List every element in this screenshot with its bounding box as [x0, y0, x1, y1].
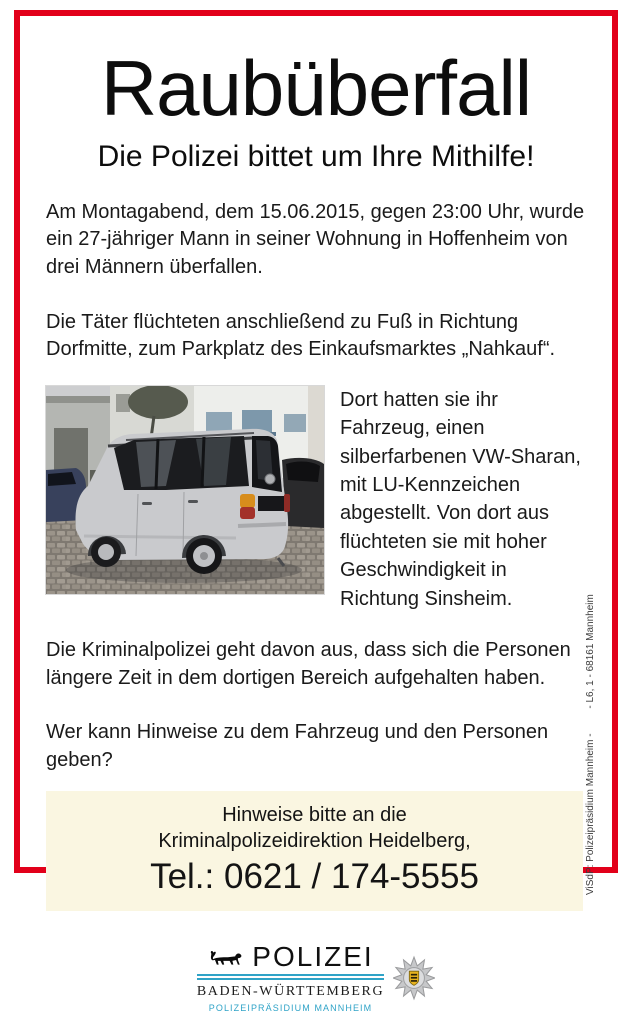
logo-rule-bottom: [197, 978, 384, 980]
imprint-vertical: [585, 585, 609, 895]
police-org-label: POLIZEI: [252, 940, 374, 972]
imprint-address: - L6, 1 - 68161 Mannheim: [585, 594, 596, 709]
contact-box: [46, 791, 583, 910]
imprint-text: [585, 594, 596, 895]
photo-row: [46, 386, 586, 613]
contact-line-1: Hinweise bitte an die: [222, 804, 407, 827]
page-title: Raubüberfall: [100, 44, 532, 132]
police-unit-label: POLIZEIPRÄSIDIUM MANNHEIM: [208, 1002, 373, 1013]
vehicle-photo: [46, 386, 324, 594]
assessment-paragraph: Die Kriminalpolizei geht davon aus, dass sich die Personen längere Zeit in dem dortigen Bereich aufgehalten haben.: [46, 638, 571, 689]
police-wordmark-block: [196, 940, 385, 1013]
logo-rule-top: [197, 974, 384, 976]
police-state-label: BADEN-WÜRTTEMBERG: [196, 983, 385, 999]
appeal-question: Wer kann Hinweise zu dem Fahrzeug und den Personen geben?: [46, 721, 549, 771]
police-wordmark-top: [207, 940, 374, 972]
vehicle-paragraph: Dort hatten sie ihr Fahrzeug, einen silberfarbenen VW-Sharan, mit LU-Kennzeichen abgestellt. Von dort aus flüchteten sie mit hoher Geschwindigkeit in Richtung Sinsheim.: [340, 388, 581, 610]
escape-paragraph: Die Täter flüchteten anschließend zu Fuß in Richtung Dorfmitte, zum Parkplatz des Einkaufsmarktes „Nahkauf“.: [46, 310, 556, 361]
contact-phone: Tel.: 0621 / 174-5555: [150, 857, 479, 897]
police-logo: [46, 940, 586, 1013]
imprint-publisher: ViSdP: Polizeipräsidium Mannheim -: [585, 733, 596, 895]
incident-paragraph: Am Montagabend, dem 15.06.2015, gegen 23:00 Uhr, wurde ein 27-jähriger Mann in seiner Wohnung in Hoffenheim von drei Männern überfallen.: [46, 200, 585, 279]
poster-red-frame: [14, 10, 618, 1013]
police-star-icon: [393, 955, 435, 1001]
contact-line-2: Kriminalpolizeidirektion Heidelberg,: [158, 830, 471, 853]
lion-icon: [207, 949, 245, 971]
page-subtitle: Die Polizei bittet um Ihre Mithilfe!: [97, 139, 535, 173]
poster-content: [20, 44, 612, 1013]
